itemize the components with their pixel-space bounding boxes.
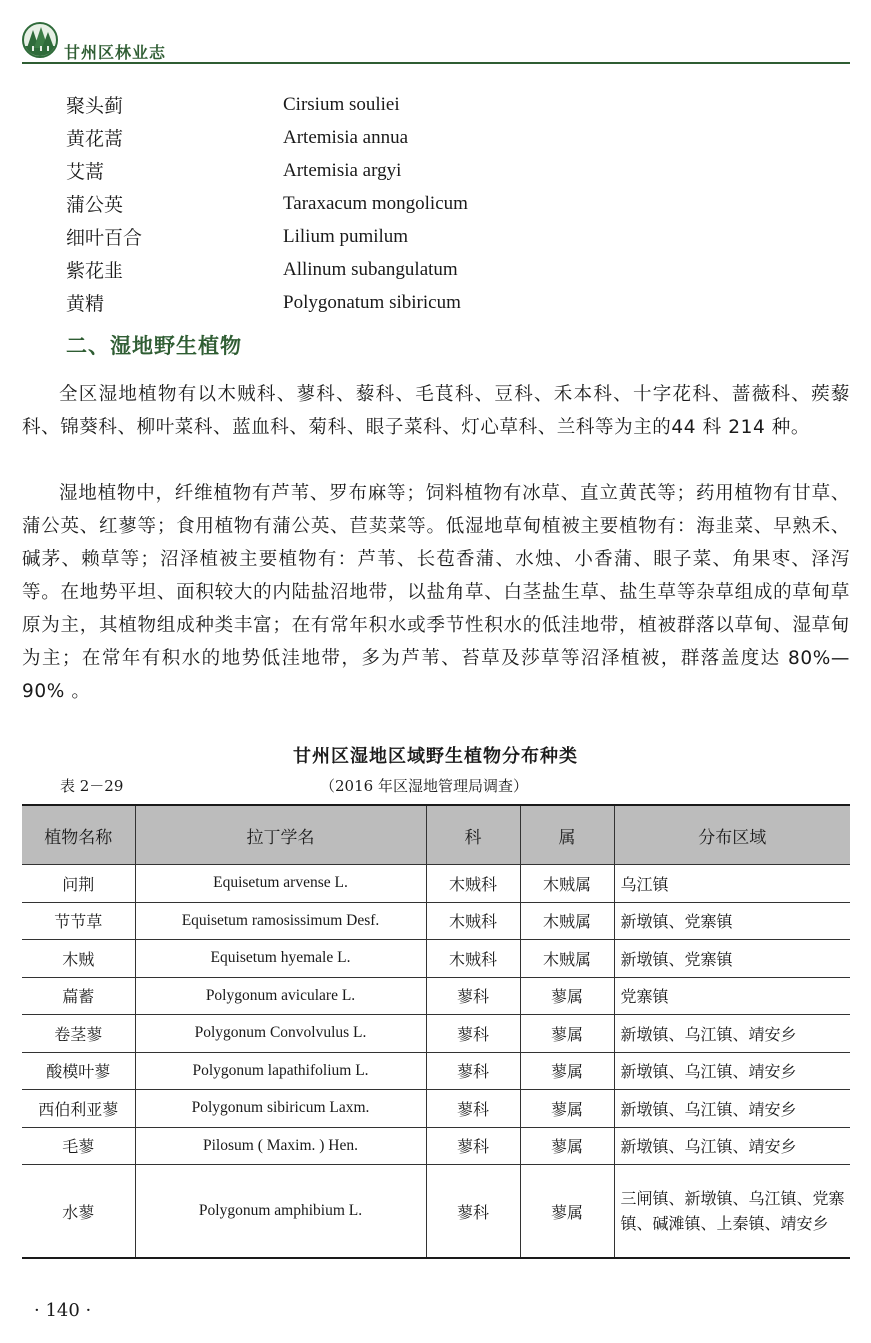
cell-genus: 蓼属 (520, 1090, 614, 1128)
species-cn: 艾蒿 (66, 161, 105, 183)
body-paragraph: 全区湿地植物有以木贼科、蓼科、藜科、毛茛科、豆科、禾本科、十字花科、蔷薇科、蒺藜科、锦葵科、柳叶菜科、蓝血科、菊科、眼子菜科、灯心草科、兰科等为主的44 科 214 种。 (22, 384, 850, 438)
cell-name: 水蓼 (22, 1165, 135, 1259)
column-header: 属 (520, 805, 614, 865)
cell-latin: Polygonum lapathifolium L. (135, 1052, 426, 1090)
book-title: 甘州区林业志 (64, 43, 167, 62)
cell-latin: Equisetum ramosissimum Desf. (135, 902, 426, 940)
cell-family: 蓼科 (426, 977, 520, 1015)
table-row (22, 1015, 850, 1053)
species-row (66, 253, 826, 286)
column-header: 科 (426, 805, 520, 865)
cell-latin: Pilosum ( Maxim. ) Hen. (135, 1127, 426, 1165)
cell-name: 节节草 (22, 902, 135, 940)
table-row (22, 1165, 850, 1259)
cell-family: 蓼科 (426, 1127, 520, 1165)
species-row (66, 286, 826, 319)
cell-area: 三闸镇、新墩镇、乌江镇、党寨镇、碱滩镇、上秦镇、靖安乡 (614, 1165, 850, 1259)
species-latin: Artemisia argyi (283, 159, 402, 181)
table-row (22, 902, 850, 940)
cell-area: 新墩镇、党寨镇 (614, 940, 850, 978)
table-row (22, 865, 850, 903)
species-latin: Polygonatum sibiricum (283, 291, 461, 313)
species-row (66, 88, 826, 121)
cell-name: 木贼 (22, 940, 135, 978)
cell-genus: 蓼属 (520, 977, 614, 1015)
cell-genus: 蓼属 (520, 1015, 614, 1053)
cell-genus: 木贼属 (520, 902, 614, 940)
cell-area: 新墩镇、党寨镇 (614, 902, 850, 940)
species-cn: 蒲公英 (66, 194, 124, 216)
table-row (22, 1127, 850, 1165)
column-header: 植物名称 (22, 805, 135, 865)
section-heading: 二、湿地野生植物 (66, 334, 242, 358)
cell-name: 萹蓄 (22, 977, 135, 1015)
cell-area: 党寨镇 (614, 977, 850, 1015)
cell-name: 酸模叶蓼 (22, 1052, 135, 1090)
cell-genus: 蓼属 (520, 1127, 614, 1165)
species-list (66, 88, 826, 319)
cell-family: 蓼科 (426, 1165, 520, 1259)
species-cn: 黄花蒿 (66, 128, 124, 150)
cell-name: 卷茎蓼 (22, 1015, 135, 1053)
body-paragraph: 湿地植物中，纤维植物有芦苇、罗布麻等；饲料植物有冰草、直立黄芪等；药用植物有甘草、蒲公英、红蓼等；食用植物有蒲公英、苣荬菜等。低湿地草甸植被主要植物有：海韭菜、早熟禾、碱茅、赖草等；沼泽植被主要植物有：芦苇、长苞香蒲、水烛、小香蒲、眼子菜、角果枣、泽泻等。在地势平坦、面积较大的内陆盐沼地带，以盐角草、白茎盐生草、盐生草等杂草组成的草甸草原为主，其植物组成种类丰富；在有常年积水或季节性积水的低洼地带，植被群落以草甸、湿草甸为主；在常年有积水的地势低洼地带，多为芦苇、苔草及莎草等沼泽植被，群落盖度达 80%—90% 。 (22, 483, 850, 702)
column-header: 分布区域 (614, 805, 850, 865)
cell-genus: 蓼属 (520, 1052, 614, 1090)
cell-name: 西伯利亚蓼 (22, 1090, 135, 1128)
cell-latin: Equisetum hyemale L. (135, 940, 426, 978)
cell-family: 木贼科 (426, 940, 520, 978)
cell-latin: Polygonum Convolvulus L. (135, 1015, 426, 1053)
cell-name: 问荆 (22, 865, 135, 903)
species-cn: 黄精 (66, 293, 105, 315)
species-latin: Allinum subangulatum (283, 258, 458, 280)
cell-genus: 木贼属 (520, 940, 614, 978)
table-row (22, 1090, 850, 1128)
cell-family: 蓼科 (426, 1052, 520, 1090)
species-cn: 紫花韭 (66, 260, 124, 282)
cell-latin: Equisetum arvense L. (135, 865, 426, 903)
page-number: · 140 · (34, 1300, 92, 1321)
cell-latin: Polygonum amphibium L. (135, 1165, 426, 1259)
cell-family: 蓼科 (426, 1090, 520, 1128)
species-latin: Taraxacum mongolicum (283, 192, 468, 214)
table-row (22, 940, 850, 978)
cell-family: 蓼科 (426, 1015, 520, 1053)
species-cn: 聚头蓟 (66, 95, 124, 117)
forest-logo-icon (22, 22, 58, 58)
species-distribution-table (22, 804, 850, 1259)
species-row (66, 187, 826, 220)
header-divider (22, 62, 850, 64)
table-source: （2016 年区湿地管理局调查） (320, 777, 528, 795)
species-row (66, 220, 826, 253)
table-header-row (22, 805, 850, 865)
cell-family: 木贼科 (426, 902, 520, 940)
cell-latin: Polygonum sibiricum Laxm. (135, 1090, 426, 1128)
page-header (0, 0, 871, 64)
table-row (22, 977, 850, 1015)
cell-area: 乌江镇 (614, 865, 850, 903)
table-label: 表 2－29 (60, 777, 124, 795)
cell-area: 新墩镇、乌江镇、靖安乡 (614, 1090, 850, 1128)
species-latin: Lilium pumilum (283, 225, 409, 247)
column-header: 拉丁学名 (135, 805, 426, 865)
cell-area: 新墩镇、乌江镇、靖安乡 (614, 1015, 850, 1053)
table-title: 甘州区湿地区域野生植物分布种类 (293, 746, 578, 767)
species-latin: Cirsium souliei (283, 93, 400, 115)
species-latin: Artemisia annua (283, 126, 409, 148)
cell-name: 毛蓼 (22, 1127, 135, 1165)
species-row (66, 121, 826, 154)
table-row (22, 1052, 850, 1090)
cell-area: 新墩镇、乌江镇、靖安乡 (614, 1127, 850, 1165)
cell-genus: 木贼属 (520, 865, 614, 903)
cell-area: 新墩镇、乌江镇、靖安乡 (614, 1052, 850, 1090)
cell-genus: 蓼属 (520, 1165, 614, 1259)
species-cn: 细叶百合 (66, 227, 143, 249)
cell-family: 木贼科 (426, 865, 520, 903)
species-row (66, 154, 826, 187)
cell-latin: Polygonum aviculare L. (135, 977, 426, 1015)
